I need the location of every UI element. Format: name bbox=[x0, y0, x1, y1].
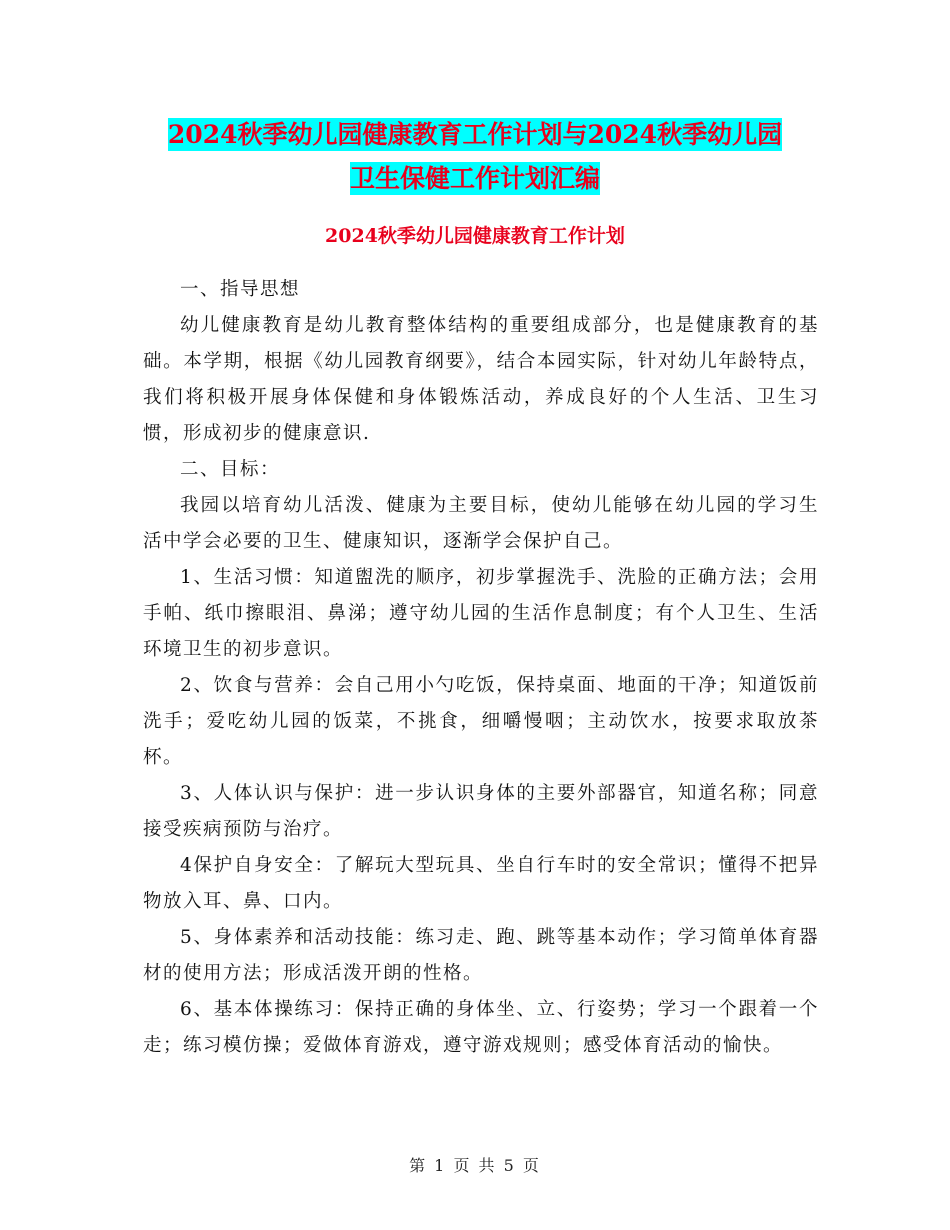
list-item-physical-skills: 5、身体素养和活动技能：练习走、跑、跳等基本动作；学习简单体育器材的使用方法；形成活泼开朗的性格。 bbox=[143, 927, 819, 984]
paragraph-goals: 我园以培育幼儿活泼、健康为主要目标，使幼儿能够在幼儿园的学习生活中学会必要的卫生、健康知识，逐渐学会保护自己。 bbox=[143, 495, 819, 552]
page-number-footer: 第 1 页 共 5 页 bbox=[409, 1156, 541, 1175]
title-line-2: 卫生保健工作计划汇编 bbox=[349, 164, 600, 193]
heading-goals: 二、目标： bbox=[180, 459, 281, 480]
document-title bbox=[0, 113, 950, 201]
list-item-self-safety: 4保护自身安全：了解玩大型玩具、坐自行车时的安全常识；懂得不把异物放入耳、鼻、口内。 bbox=[143, 855, 819, 912]
document-body bbox=[143, 272, 819, 1064]
list-item-diet-nutrition: 2、饮食与营养：会自己用小勺吃饭，保持桌面、地面的干净；知道饭前洗手；爱吃幼儿园的饭菜，不挑食，细嚼慢咽；主动饮水，按要求取放茶杯。 bbox=[143, 675, 819, 768]
list-item-gymnastics: 6、基本体操练习：保持正确的身体坐、立、行姿势；学习一个跟着一个走；练习模仿操；爱做体育游戏，遵守游戏规则；感受体育活动的愉快。 bbox=[143, 999, 819, 1056]
section-title: 2024秋季幼儿园健康教育工作计划 bbox=[325, 225, 625, 247]
heading-guiding-ideology: 一、指导思想 bbox=[180, 279, 301, 300]
list-item-body-awareness: 3、人体认识与保护：进一步认识身体的主要外部器官，知道名称；同意接受疾病预防与治疗。 bbox=[143, 783, 819, 840]
title-line-1: 2024秋季幼儿园健康教育工作计划与2024秋季幼儿园 bbox=[167, 120, 783, 149]
paragraph-intro: 幼儿健康教育是幼儿教育整体结构的重要组成部分，也是健康教育的基础。本学期，根据《幼儿园教育纲要》，结合本园实际，针对幼儿年龄特点，我们将积极开展身体保健和身体锻炼活动，养成良好的个人生活、卫生习惯，形成初步的健康意识. bbox=[143, 315, 819, 444]
list-item-living-habits: 1、生活习惯：知道盥洗的顺序，初步掌握洗手、洗脸的正确方法；会用手帕、纸巾擦眼泪、鼻涕；遵守幼儿园的生活作息制度；有个人卫生、生活环境卫生的初步意识。 bbox=[143, 567, 819, 660]
